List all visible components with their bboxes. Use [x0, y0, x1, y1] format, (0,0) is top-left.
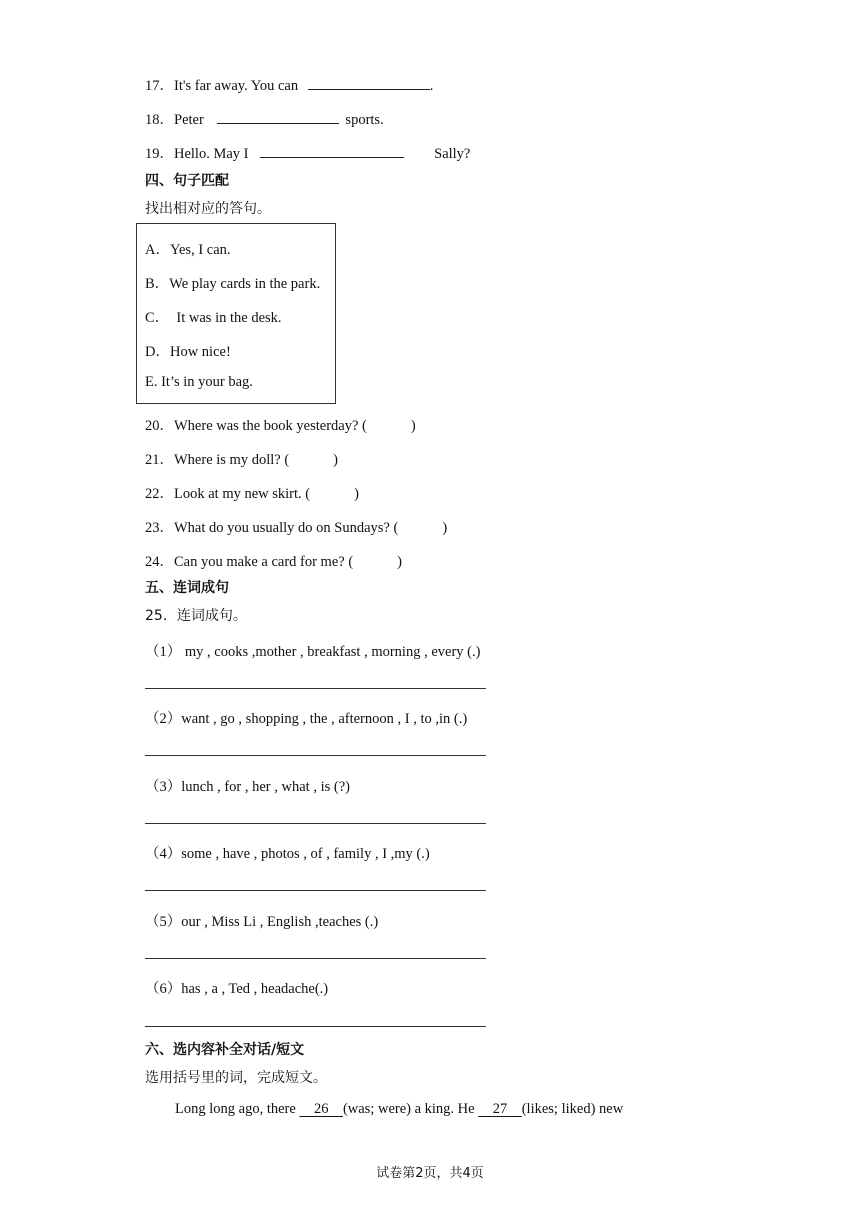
answer-line-6[interactable] [145, 1026, 486, 1027]
question-21 [145, 448, 338, 469]
question-number: 22． [145, 486, 174, 502]
question-text: Look at my new skirt. ( [174, 486, 311, 502]
section-6-title: 六、选内容补全对话/短文 [145, 1042, 305, 1058]
paren-close: ) [397, 554, 402, 570]
question-number: 21． [145, 452, 174, 468]
answer-blank[interactable] [260, 145, 404, 158]
question-number: 20． [145, 418, 174, 434]
section-4-title: 四、句子匹配 [145, 173, 229, 189]
question-18 [145, 108, 384, 129]
reorder-item-3: （3）lunch , for , her , what , is (?) [145, 779, 350, 795]
question-text: Can you make a card for me? ( [174, 554, 354, 570]
reorder-item-4: （4）some , have , photos , of , family , I ,my (.) [145, 846, 430, 862]
option-a: A．Yes, I can. [145, 242, 231, 258]
question-20 [145, 414, 416, 435]
reorder-item-5: （5）our , Miss Li , English ,teaches (.) [145, 914, 379, 930]
paren-close: ) [354, 486, 359, 502]
blank-27-number: 27 [492, 1101, 508, 1117]
answer-line-2[interactable] [145, 755, 486, 756]
answer-line-1[interactable] [145, 688, 486, 689]
passage-text: Long long ago, there [175, 1101, 296, 1117]
blank-26[interactable] [299, 1101, 343, 1117]
question-number: 17． [145, 78, 174, 94]
question-text: Where was the book yesterday? ( [174, 418, 367, 434]
option-d: D．How nice! [145, 344, 231, 360]
reorder-item-2: （2）want , go , shopping , the , afternoon , I , to ,in (.) [145, 711, 468, 727]
question-text: Where is my doll? ( [174, 452, 290, 468]
question-text: What do you usually do on Sundays? ( [174, 520, 399, 536]
reorder-item-6: （6）has , a , Ted , headache(.) [145, 981, 329, 997]
question-end: . [429, 78, 434, 94]
question-text: Peter [174, 112, 204, 128]
answer-blank[interactable] [217, 111, 339, 124]
question-22 [145, 482, 359, 503]
answer-line-3[interactable] [145, 823, 486, 824]
answer-line-5[interactable] [145, 958, 486, 959]
question-19 [145, 142, 470, 163]
question-number: 18． [145, 112, 174, 128]
paren-close: ) [333, 452, 339, 468]
blank-26-number: 26 [313, 1101, 329, 1117]
question-17 [145, 74, 433, 95]
paren-close: ) [442, 520, 448, 536]
page-footer: 试卷第2页，共4页 [376, 1166, 484, 1181]
answer-blank[interactable] [308, 77, 430, 90]
question-number: 19． [145, 146, 174, 162]
passage-text: (was; were) a king. He [342, 1101, 475, 1117]
question-24 [145, 550, 402, 571]
question-25: 25．连词成句。 [145, 608, 247, 624]
question-number: 24． [145, 554, 174, 570]
question-text: It's far away. You can [174, 78, 299, 94]
question-end: sports. [345, 112, 384, 128]
option-c: C． It was in the desk. [145, 310, 282, 326]
option-b: B．We play cards in the park. [145, 276, 321, 292]
question-23 [145, 516, 447, 537]
blank-27[interactable] [478, 1101, 522, 1117]
section-4-instruction: 找出相对应的答句。 [145, 201, 271, 217]
reorder-item-1: （1） my , cooks ,mother , breakfast , morning , every (.) [145, 644, 481, 660]
paren-close: ) [410, 418, 416, 434]
passage-line-1 [175, 1101, 623, 1118]
question-text: Hello. May I [174, 146, 249, 162]
section-6-instruction: 选用括号里的词，完成短文。 [145, 1070, 327, 1086]
section-5-title: 五、连词成句 [145, 580, 229, 596]
question-end: Sally? [434, 146, 471, 162]
option-e: E. It’s in your bag. [145, 374, 253, 390]
question-number: 23． [145, 520, 174, 536]
answer-line-4[interactable] [145, 890, 486, 891]
passage-text: (likes; liked) new [521, 1101, 624, 1117]
